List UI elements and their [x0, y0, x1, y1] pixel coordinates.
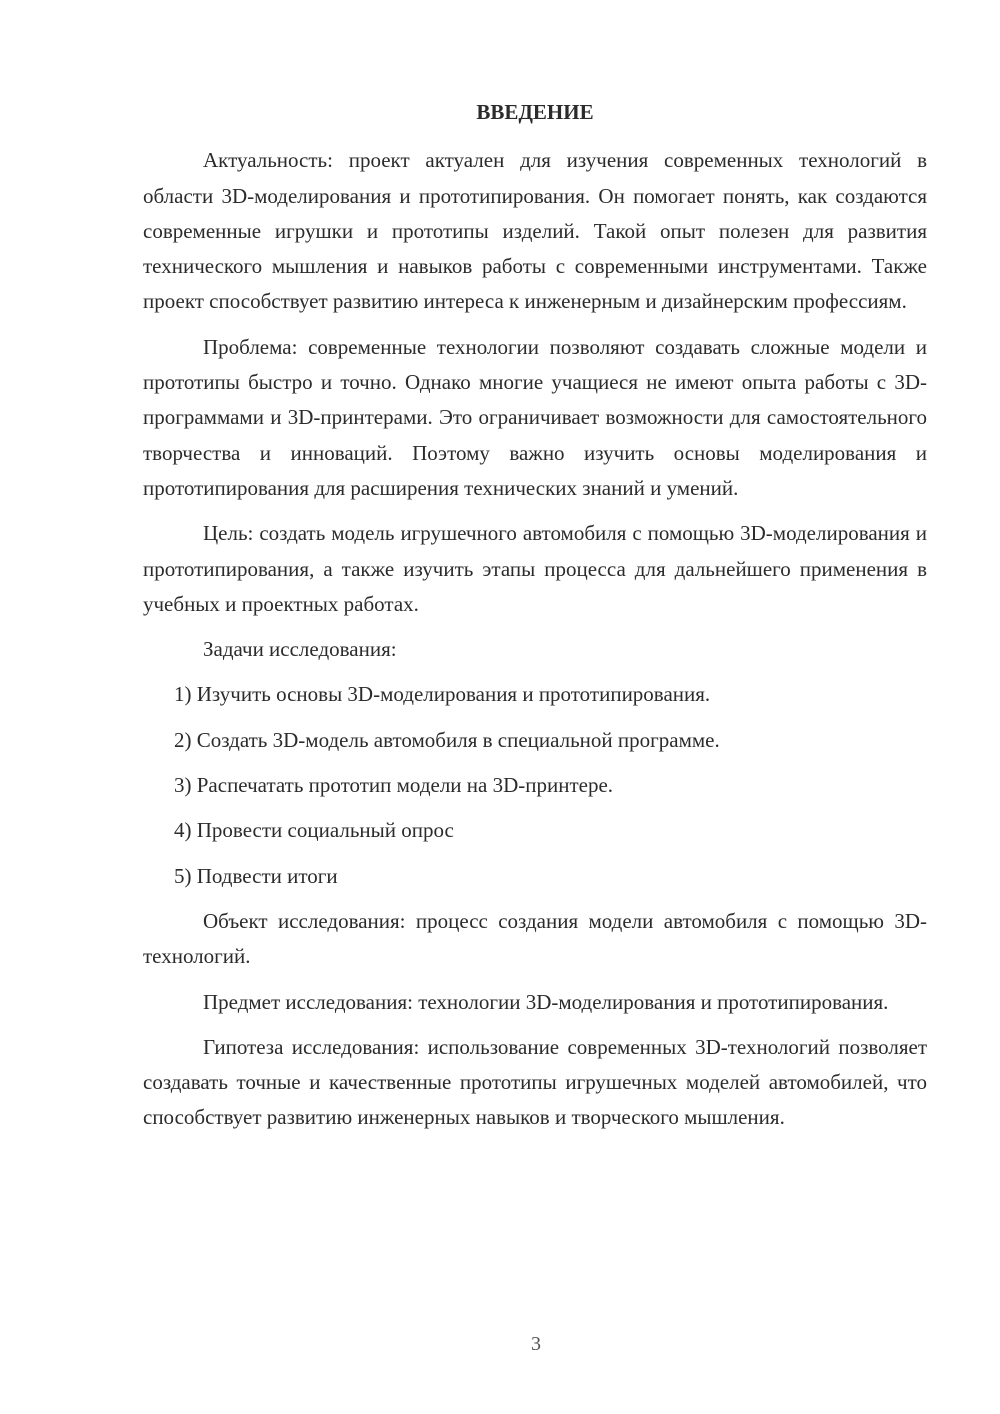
paragraph-object: Объект исследования: процесс создания модели автомобиля с помощью 3D-технологий. — [143, 908, 927, 969]
paragraph-problem: Проблема: современные технологии позволяют создавать сложные модели и прототипы быстро и точно. Однако многие учащиеся не имеют опыта работы с 3D-программами и 3D-принтерами. Это ограничивает возможности для самостоятельного творчества и инноваций. Поэтому важно изучить основы моделирования и прототипирования для расширения технических знаний и умений. — [143, 334, 927, 500]
tasks-list — [143, 677, 927, 893]
list-item: 1) Изучить основы 3D-моделирования и прототипирования. — [174, 682, 711, 707]
paragraph-relevance: Актуальность: проект актуален для изучения современных технологий в области 3D-моделирования и прототипирования. Он помогает понять, как создаются современные игрушки и прототипы изделий. Такой опыт полезен для развития технического мышления и навыков работы с современными инструментами. Также проект способствует развитию интереса к инженерным и дизайнерским профессиям. — [143, 148, 927, 314]
page-title: ВВЕДЕНИЕ — [476, 100, 594, 124]
list-item: 5) Подвести итоги — [174, 863, 338, 888]
tasks-heading: Задачи исследования: — [203, 637, 397, 662]
list-item: 2) Создать 3D-модель автомобиля в специальной программе. — [174, 727, 720, 752]
paragraph-subject: Предмет исследования: технологии 3D-моделирования и прототипирования. — [203, 989, 889, 1014]
page-number: 3 — [531, 1333, 541, 1355]
paragraph-goal: Цель: создать модель игрушечного автомобиля с помощью 3D-моделирования и прототипирования, а также изучить этапы процесса для дальнейшего применения в учебных и проектных работах. — [143, 521, 927, 616]
paragraph-hypothesis: Гипотеза исследования: использование современных 3D-технологий позволяет создавать точные и качественные прототипы игрушечных моделей автомобилей, что способствует развитию инженерных навыков и творческого мышления. — [143, 1034, 927, 1130]
page-content — [143, 95, 927, 1136]
list-item: 3) Распечатать прототип модели на 3D-принтере. — [174, 773, 614, 798]
list-item: 4) Провести социальный опрос — [174, 818, 454, 843]
